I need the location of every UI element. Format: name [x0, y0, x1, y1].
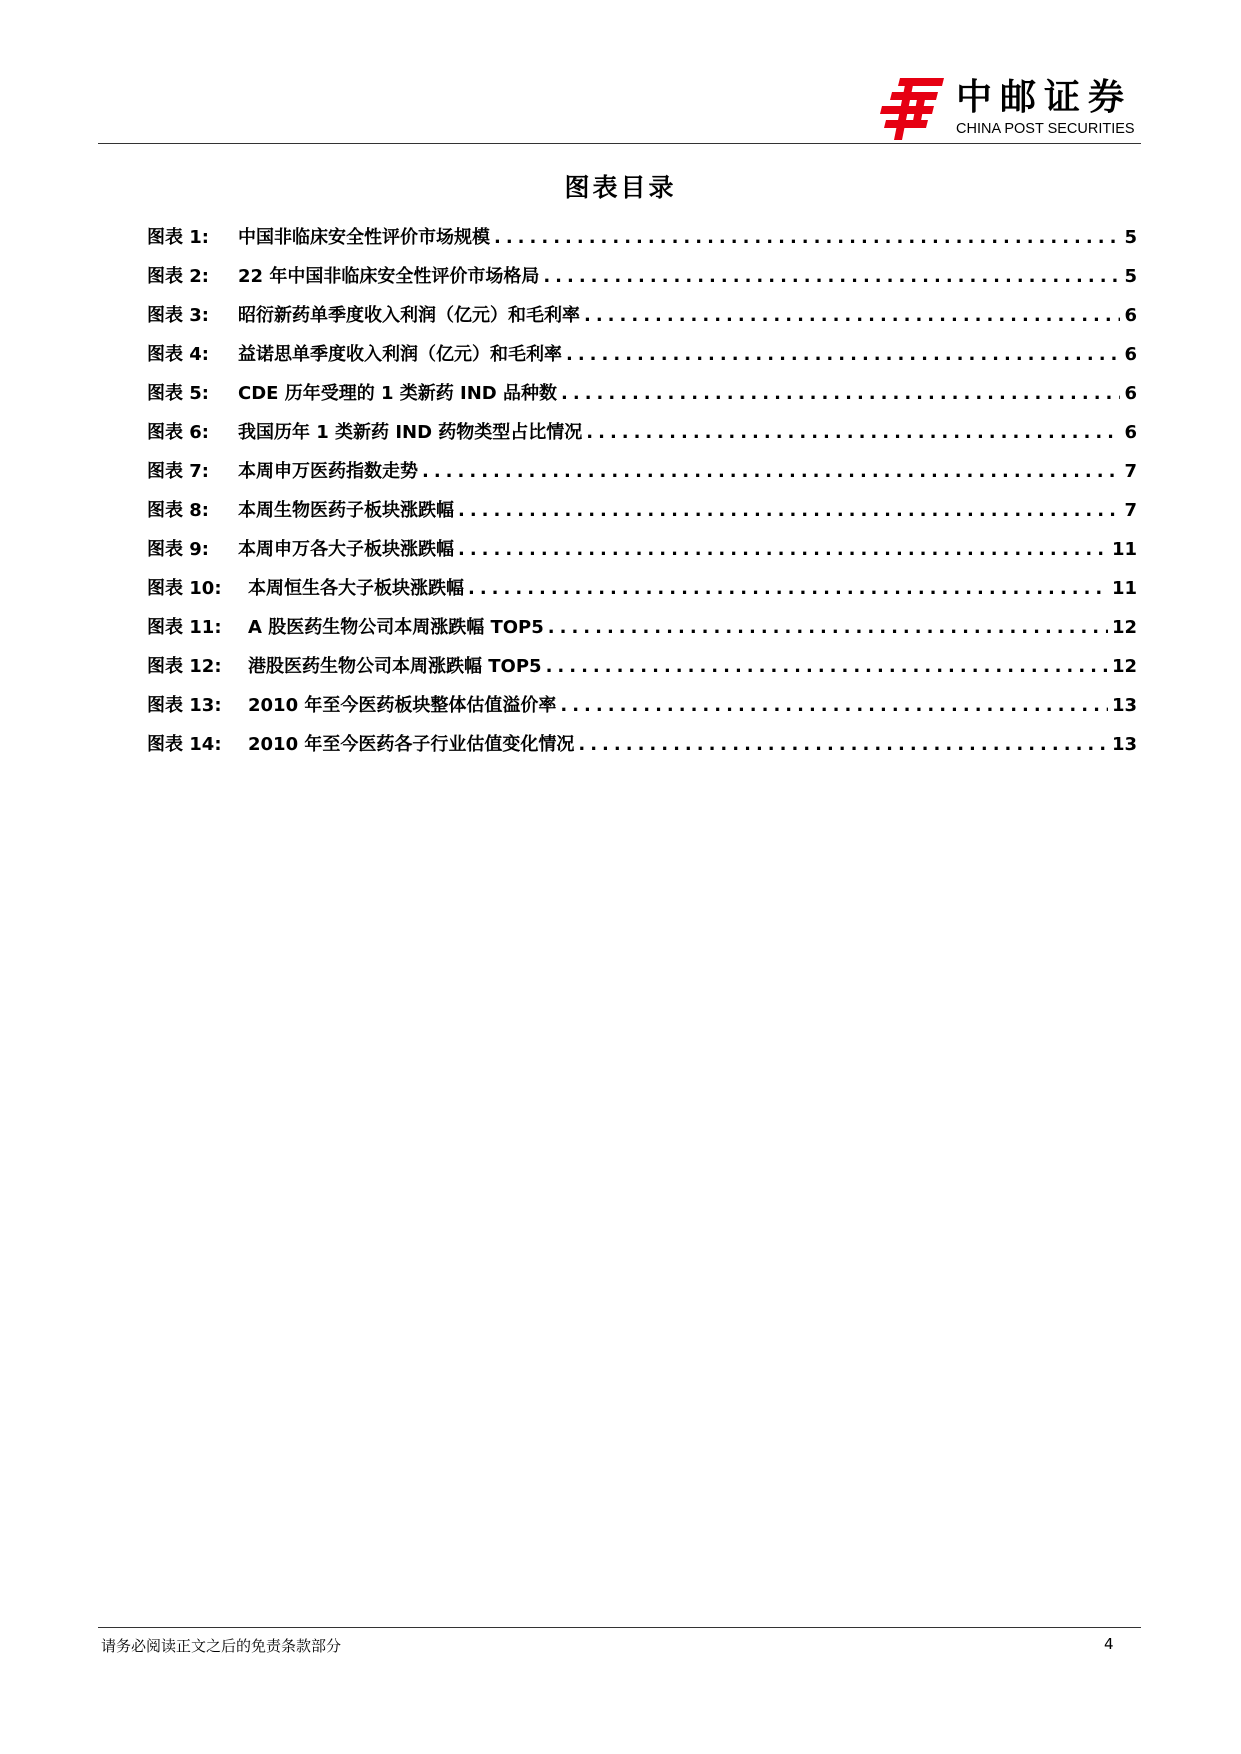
toc-entry-label: 图表 7: — [147, 461, 209, 482]
toc-entry-label: 图表 8: — [147, 500, 209, 521]
toc-entry-label: 图表 10: — [147, 578, 222, 599]
toc-entry-label: 图表 14: — [147, 734, 222, 755]
toc-dot-leader — [561, 380, 1120, 408]
toc-dot-leader — [546, 653, 1108, 681]
toc-entry-page: 13 — [1111, 734, 1137, 755]
toc-entry[interactable] — [147, 458, 1137, 497]
toc-entry[interactable] — [147, 614, 1137, 653]
toc-entry-label: 图表 4: — [147, 344, 209, 365]
toc-entry-title: 港股医药生物公司本周涨跌幅 TOP5 — [248, 656, 542, 677]
toc-entry[interactable] — [147, 224, 1137, 263]
toc-entry[interactable] — [147, 653, 1137, 692]
toc-entry-label: 图表 6: — [147, 422, 209, 443]
toc-entry-page: 6 — [1124, 383, 1137, 404]
header-divider — [98, 143, 1141, 144]
toc-entry-title: A 股医药生物公司本周涨跌幅 TOP5 — [248, 617, 544, 638]
toc-dot-leader — [548, 614, 1108, 642]
toc-dot-leader — [458, 497, 1120, 525]
toc-entry-label: 图表 3: — [147, 305, 209, 326]
toc-entry-page: 6 — [1124, 305, 1137, 326]
logo-chinese-text: 中邮证券 — [956, 77, 1133, 118]
toc-entry[interactable] — [147, 731, 1137, 770]
table-of-figures — [147, 224, 1137, 770]
toc-entry-title: 2010 年至今医药各子行业估值变化情况 — [248, 734, 575, 755]
toc-entry-title: 益诺思单季度收入利润（亿元）和毛利率 — [238, 344, 562, 365]
toc-dot-leader — [468, 575, 1108, 603]
toc-entry-title: 2010 年至今医药板块整体估值溢价率 — [248, 695, 557, 716]
toc-entry[interactable] — [147, 419, 1137, 458]
toc-entry-page: 7 — [1124, 500, 1137, 521]
toc-entry-page: 6 — [1124, 422, 1137, 443]
toc-entry-title: 我国历年 1 类新药 IND 药物类型占比情况 — [238, 422, 583, 443]
toc-entry-label: 图表 12: — [147, 656, 222, 677]
page-title: 图表目录 — [564, 173, 677, 202]
toc-dot-leader — [422, 458, 1120, 486]
toc-entry-title: 本周生物医药子板块涨跌幅 — [238, 500, 454, 521]
toc-entry[interactable] — [147, 380, 1137, 419]
toc-entry-page: 12 — [1111, 656, 1137, 677]
toc-entry-title: 本周申万医药指数走势 — [238, 461, 418, 482]
toc-entry-page: 6 — [1124, 344, 1137, 365]
toc-entry-label: 图表 9: — [147, 539, 209, 560]
toc-entry-page: 5 — [1124, 227, 1137, 248]
toc-dot-leader — [458, 536, 1108, 564]
toc-entry-page: 11 — [1111, 539, 1137, 560]
footer-disclaimer: 请务必阅读正文之后的免责条款部分 — [101, 1637, 342, 1655]
toc-entry-title: 22 年中国非临床安全性评价市场格局 — [238, 266, 540, 287]
toc-dot-leader — [578, 731, 1108, 759]
toc-dot-leader — [584, 302, 1120, 330]
toc-entry[interactable] — [147, 575, 1137, 614]
toc-entry-title: CDE 历年受理的 1 类新药 IND 品种数 — [238, 383, 558, 404]
logo-english-text: CHINA POST SECURITIES — [956, 121, 1135, 137]
toc-dot-leader — [543, 263, 1120, 291]
toc-dot-leader — [494, 224, 1120, 252]
toc-entry-page: 5 — [1124, 266, 1137, 287]
footer-page-number: 4 — [1104, 1635, 1114, 1653]
company-logo — [878, 74, 1144, 142]
toc-entry-label: 图表 5: — [147, 383, 209, 404]
toc-entry[interactable] — [147, 497, 1137, 536]
toc-entry[interactable] — [147, 263, 1137, 302]
toc-entry-title: 本周恒生各大子板块涨跌幅 — [248, 578, 464, 599]
footer-divider — [98, 1627, 1141, 1628]
toc-entry-title: 本周申万各大子板块涨跌幅 — [238, 539, 454, 560]
toc-entry-label: 图表 1: — [147, 227, 209, 248]
toc-entry-page: 12 — [1111, 617, 1137, 638]
toc-entry-label: 图表 11: — [147, 617, 222, 638]
toc-entry-page: 7 — [1124, 461, 1137, 482]
toc-entry-page: 13 — [1111, 695, 1137, 716]
toc-entry-label: 图表 2: — [147, 266, 209, 287]
toc-entry[interactable] — [147, 341, 1137, 380]
toc-entry-label: 图表 13: — [147, 695, 222, 716]
toc-entry[interactable] — [147, 302, 1137, 341]
toc-entry[interactable] — [147, 692, 1137, 731]
toc-dot-leader — [586, 419, 1120, 447]
toc-dot-leader — [566, 341, 1120, 369]
toc-entry-title: 中国非临床安全性评价市场规模 — [238, 227, 490, 248]
toc-entry-page: 11 — [1111, 578, 1137, 599]
china-post-logo-icon — [878, 78, 944, 140]
toc-dot-leader — [560, 692, 1108, 720]
toc-entry[interactable] — [147, 536, 1137, 575]
toc-entry-title: 昭衍新药单季度收入利润（亿元）和毛利率 — [238, 305, 580, 326]
